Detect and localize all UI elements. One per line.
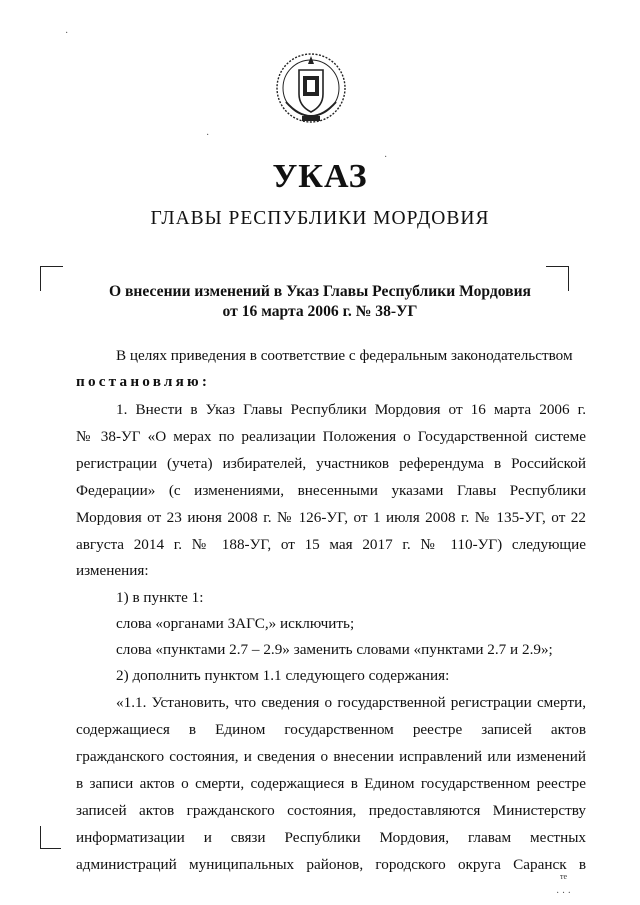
item-2: 2) дополнить пунктом 1.1 следующего содержания: bbox=[116, 667, 450, 684]
p1-line-7: изменения: bbox=[76, 562, 149, 579]
scan-speck: · bbox=[65, 28, 69, 39]
p1-line-5: Мордовия от 23 июня 2008 г. № 126-УГ, от 1 июля 2008 г. № 135-УГ, от 22 bbox=[76, 509, 586, 526]
corner-bracket-bottom-left bbox=[40, 826, 61, 849]
document-title: УКАЗ bbox=[272, 158, 368, 195]
document-subtitle: ГЛАВЫ РЕСПУБЛИКИ МОРДОВИЯ bbox=[150, 208, 490, 229]
p11-line-3: гражданского состояния, и сведения о внесении исправлений или изменений bbox=[76, 748, 586, 765]
item-1-a: слова «органами ЗАГС,» исключить; bbox=[116, 615, 355, 632]
p11-line-4: в записи актов о смерти, содержащиеся в Едином государственном реестре bbox=[76, 775, 586, 792]
p11-line-2: содержащиеся в Едином государственном реестре записей актов bbox=[76, 721, 586, 738]
scan-speck: · · · bbox=[556, 888, 571, 899]
p1-line-3: регистрации (учета) избирателей, участников референдума в Российской bbox=[76, 455, 586, 472]
p1-line-2: № 38-УГ «О мерах по реализации Положения о Государственной системе bbox=[76, 428, 586, 445]
p11-line-5: записей актов гражданского состояния, предоставляются Министерству bbox=[76, 802, 586, 819]
p1-line-4: Федерации» (с изменениями, внесенными указами Главы Республики bbox=[76, 482, 586, 499]
item-1-b: слова «пунктами 2.7 – 2.9» заменить словами «пунктами 2.7 и 2.9»; bbox=[116, 641, 553, 658]
p11-line-7: администраций муниципальных районов, городского округа Саранск в bbox=[76, 856, 586, 873]
heading-line-2: от 16 марта 2006 г. № 38-УГ bbox=[222, 303, 418, 320]
document-heading bbox=[60, 282, 580, 322]
item-1: 1) в пункте 1: bbox=[116, 589, 204, 606]
coat-of-arms-icon bbox=[272, 48, 350, 132]
p1-line-6: августа 2014 г. № 188-УГ, от 15 мая 2017 г. № 110-УГ) следующие bbox=[76, 536, 586, 553]
p11-line-6: информатизации и связи Республики Мордовия, главам местных bbox=[76, 829, 586, 846]
decree-word: постановляю: bbox=[76, 373, 211, 390]
p11-line-1: «1.1. Установить, что сведения о государственной регистрации смерти, bbox=[116, 694, 586, 711]
scan-speck: · bbox=[384, 152, 388, 163]
p1-line-1: 1. Внести в Указ Главы Республики Мордовия от 16 марта 2006 г. bbox=[116, 401, 586, 418]
heading-line-1: О внесении изменений в Указ Главы Республики Мордовия bbox=[108, 283, 531, 300]
page-mark: те bbox=[560, 872, 568, 881]
preamble-text: В целях приведения в соответствие с федеральным законодательством bbox=[116, 347, 573, 364]
scan-speck: · bbox=[206, 130, 210, 141]
